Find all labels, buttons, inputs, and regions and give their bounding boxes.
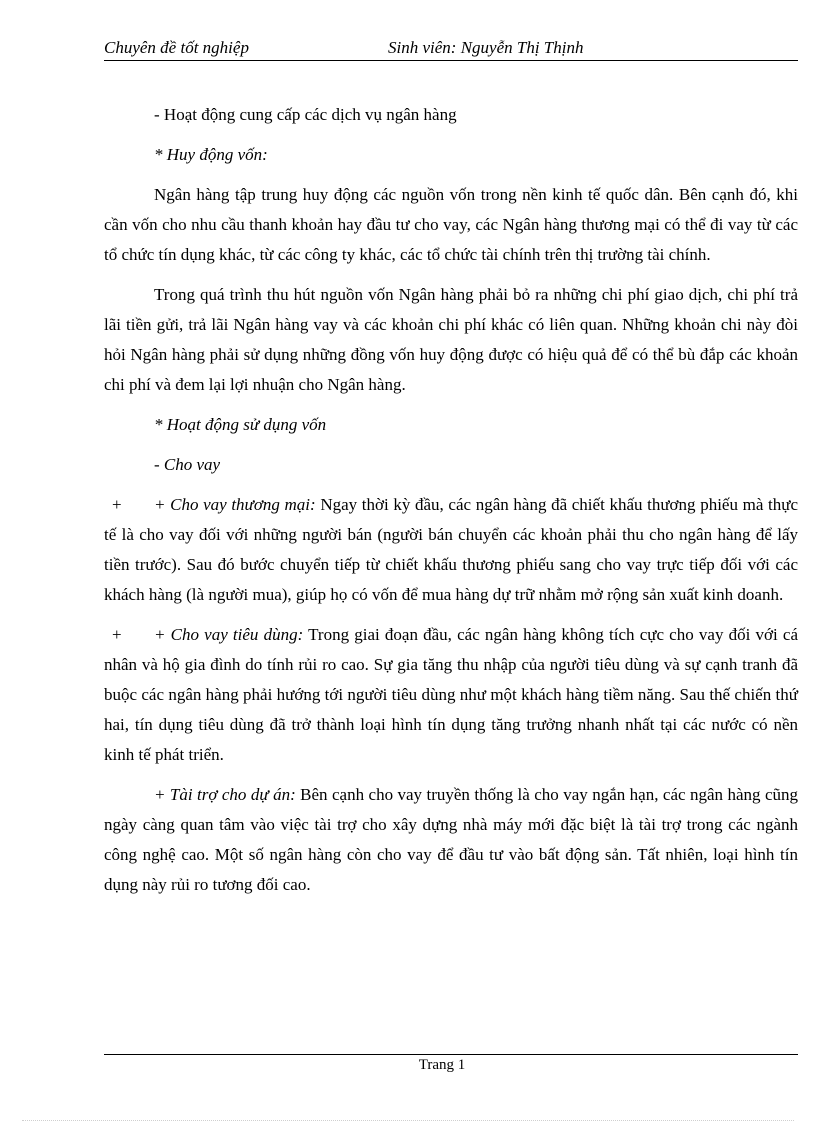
label-consumer-loans: + Cho vay tiêu dùng: (154, 625, 304, 644)
heading-capital-use: * Hoạt động sử dụng vốn (154, 415, 327, 434)
paragraph-mobilization-costs: Trong quá trình thu hút nguồn vốn Ngân hàng phải bỏ ra những chi phí giao dịch, chi phí trả lãi tiền gửi, trả lãi Ngân hàng vay và các khoản chi phí khác có liên quan. Những khoản chi này đòi hỏi Ngân hàng phải sử dụng những đồng vốn huy động được có hiệu quả để có thể bù đắp các khoản chi phí và đem lại lợi nhuận cho Ngân hàng. (104, 285, 798, 394)
page-header (104, 38, 798, 60)
footer-rule (104, 1054, 798, 1055)
label-project-finance: + Tài trợ cho dự án: (154, 785, 296, 804)
heading-capital-mobilization: * Huy động vốn: (154, 145, 268, 164)
header-student-name: Sinh viên: Nguyễn Thị Thịnh (388, 38, 584, 57)
text-project-finance: Bên cạnh cho vay truyền thống là cho vay ngắn hạn, các ngân hàng cũng ngày càng quan tâm vào việc tài trợ cho xây dựng nhà máy mới đặc biệt là tài trợ trong các ngành công nghệ cao. Một số ngân hàng còn cho vay để đầu tư vào bất động sản. Tất nhiên, loại hình tín dụng này rủi ro tương đối cao. (104, 785, 798, 894)
header-document-title: Chuyên đề tốt nghiệp (104, 38, 249, 57)
page-body (104, 100, 798, 910)
text-commercial-loans: Ngay thời kỳ đầu, các ngân hàng đã chiết khấu thương phiếu mà thực tế là cho vay đối với những người bán (người bán chuyển các khoản phải thu cho ngân hàng để lấy tiền trước). Sau đó bước chuyển tiếp từ chiết khấu thương phiếu sang cho vay trực tiếp đối với các khách hàng (là người mua), giúp họ có vốn để mua hàng dự trữ nhằm mở rộng sản xuất kinh doanh. (104, 495, 798, 604)
paragraph-project-finance (104, 780, 798, 900)
label-commercial-loans: + Cho vay thương mại: (154, 495, 316, 514)
heading-lending: - Cho vay (154, 455, 221, 474)
paragraph-mobilization: Ngân hàng tập trung huy động các nguồn vốn trong nền kinh tế quốc dân. Bên cạnh đó, khi cần vốn cho nhu cầu thanh khoản hay đầu tư cho vay, các Ngân hàng thương mại có thể đi vay từ các tổ chức tín dụng khác, từ các công ty khác, các tổ chức tài chính trên thị trường tài chính. (104, 185, 798, 264)
text-consumer-loans: Trong giai đoạn đầu, các ngân hàng không tích cực cho vay đối với cá nhân và hộ gia đình do tính rủi ro cao. Sự gia tăng thu nhập của người tiêu dùng và sự cạnh tranh đã buộc các ngân hàng phải hướng tới người tiêu dùng như một khách hàng tiềm năng. Sau thế chiến thứ hai, tín dụng tiêu dùng đã trở thành loại hình tín dụng tăng trưởng nhanh nhất tại các nước có nền kinh tế phát triển. (104, 625, 798, 764)
page-edge (22, 1120, 794, 1121)
header-rule (104, 60, 798, 61)
paragraph-commercial-loans (104, 490, 798, 610)
bullet-marker: + (112, 625, 122, 644)
list-item-banking-services: - Hoạt động cung cấp các dịch vụ ngân hàng (154, 105, 457, 124)
bullet-marker: + (112, 495, 122, 514)
page-number: Trang 1 (418, 1057, 466, 1073)
paragraph-consumer-loans (104, 620, 798, 770)
